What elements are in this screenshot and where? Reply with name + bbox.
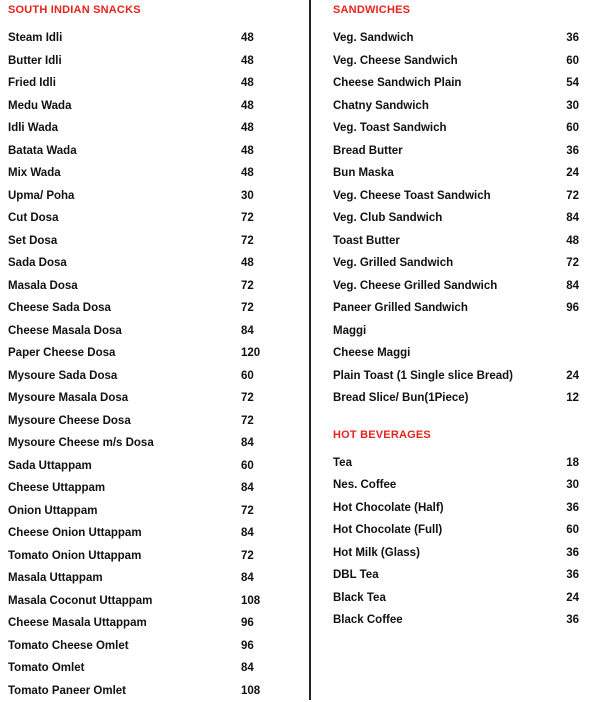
menu-item-price: 48 <box>241 27 254 50</box>
menu-item-name: Tea <box>333 452 352 475</box>
menu-item-price: 36 <box>566 609 579 632</box>
menu-item-price: 54 <box>566 72 579 95</box>
menu-item <box>8 455 308 478</box>
menu-item-name: Cheese Maggi <box>333 342 410 365</box>
menu-item-name: Tomato Omlet <box>8 657 84 680</box>
menu-item-name: Cheese Masala Uttappam <box>8 612 147 635</box>
menu-item <box>333 474 583 497</box>
menu-item <box>8 297 308 320</box>
menu-item <box>8 95 308 118</box>
menu-item <box>8 72 308 95</box>
menu-item <box>8 657 308 680</box>
menu-item-price: 60 <box>566 117 579 140</box>
menu-item-name: Cheese Sada Dosa <box>8 297 111 320</box>
menu-item-price: 30 <box>566 95 579 118</box>
menu-item <box>8 477 308 500</box>
menu-item <box>333 72 583 95</box>
menu-item-name: Veg. Grilled Sandwich <box>333 252 453 275</box>
menu-item-name: Medu Wada <box>8 95 71 118</box>
menu-item-name: Sada Uttappam <box>8 455 92 478</box>
menu-item <box>333 275 583 298</box>
menu-item <box>8 545 308 568</box>
menu-item-price: 72 <box>241 545 254 568</box>
menu-item-name: Set Dosa <box>8 230 57 253</box>
menu-item <box>333 452 583 475</box>
menu-item <box>8 342 308 365</box>
menu-item <box>8 680 308 702</box>
menu-item-price: 96 <box>566 297 579 320</box>
menu-item-name: Maggi <box>333 320 366 343</box>
menu-item-name: Tomato Cheese Omlet <box>8 635 129 658</box>
menu-item-name: Tomato Onion Uttappam <box>8 545 141 568</box>
menu-item-name: Sada Dosa <box>8 252 67 275</box>
menu-item-name: Mysoure Cheese m/s Dosa <box>8 432 154 455</box>
menu-item <box>8 207 308 230</box>
menu-item <box>8 252 308 275</box>
menu-item-name: Veg. Club Sandwich <box>333 207 442 230</box>
menu-item <box>8 140 308 163</box>
menu-item <box>333 387 583 410</box>
column-divider <box>309 0 311 700</box>
menu-item-name: Chatny Sandwich <box>333 95 429 118</box>
menu-item-name: DBL Tea <box>333 564 379 587</box>
menu-item-price: 84 <box>241 477 254 500</box>
hot-beverages-heading: HOT BEVERAGES <box>333 425 583 445</box>
menu-item-price: 48 <box>241 252 254 275</box>
menu-item-name: Idli Wada <box>8 117 58 140</box>
menu-item-price: 36 <box>566 140 579 163</box>
menu-item <box>8 117 308 140</box>
menu-item-price: 48 <box>241 72 254 95</box>
south-indian-list <box>8 27 308 702</box>
menu-item-price: 60 <box>241 365 254 388</box>
menu-item-name: Veg. Sandwich <box>333 27 414 50</box>
menu-item-price: 84 <box>241 432 254 455</box>
menu-item-price: 36 <box>566 564 579 587</box>
menu-item-price: 30 <box>566 474 579 497</box>
menu-item-price: 24 <box>566 587 579 610</box>
menu-item-name: Mysoure Sada Dosa <box>8 365 117 388</box>
menu-item-price: 72 <box>241 387 254 410</box>
menu-item-name: Black Coffee <box>333 609 403 632</box>
menu-item-name: Bread Butter <box>333 140 403 163</box>
menu-item-price: 84 <box>241 657 254 680</box>
menu-item <box>333 27 583 50</box>
menu-item <box>8 387 308 410</box>
menu-item-price: 48 <box>241 140 254 163</box>
menu-item <box>333 230 583 253</box>
menu-item-name: Masala Dosa <box>8 275 78 298</box>
menu-item-name: Toast Butter <box>333 230 400 253</box>
menu-item <box>8 410 308 433</box>
menu-item-price: 72 <box>241 297 254 320</box>
menu-item <box>8 365 308 388</box>
menu-item <box>8 522 308 545</box>
menu-item <box>8 500 308 523</box>
menu-item-price: 60 <box>241 455 254 478</box>
menu-item <box>333 50 583 73</box>
menu-item-name: Mysoure Masala Dosa <box>8 387 128 410</box>
menu-item <box>333 342 583 365</box>
menu-item-name: Masala Uttappam <box>8 567 103 590</box>
menu-item-name: Onion Uttappam <box>8 500 97 523</box>
menu-item-name: Black Tea <box>333 587 386 610</box>
menu-item <box>8 320 308 343</box>
menu-item-price: 18 <box>566 452 579 475</box>
menu-item-price: 48 <box>241 50 254 73</box>
south-indian-heading: SOUTH INDIAN SNACKS <box>8 0 308 20</box>
menu-item-name: Batata Wada <box>8 140 77 163</box>
menu-item-price: 60 <box>566 50 579 73</box>
menu-item-price: 84 <box>241 567 254 590</box>
menu-item <box>333 497 583 520</box>
menu-item-name: Bread Slice/ Bun(1Piece) <box>333 387 469 410</box>
menu-item-name: Nes. Coffee <box>333 474 396 497</box>
menu-item-name: Hot Chocolate (Half) <box>333 497 444 520</box>
menu-item <box>8 230 308 253</box>
menu-item-price: 72 <box>241 230 254 253</box>
menu-item-price: 96 <box>241 635 254 658</box>
menu-item <box>8 185 308 208</box>
menu-item-price: 36 <box>566 497 579 520</box>
menu-item <box>8 50 308 73</box>
menu-item <box>8 635 308 658</box>
menu-item <box>333 252 583 275</box>
menu-item <box>8 275 308 298</box>
menu-item-price: 48 <box>241 162 254 185</box>
menu-item <box>8 612 308 635</box>
sandwiches-list <box>333 27 583 410</box>
menu-item <box>8 590 308 613</box>
menu-item <box>333 320 583 343</box>
menu-item-price: 96 <box>241 612 254 635</box>
menu-item-name: Masala Coconut Uttappam <box>8 590 152 613</box>
menu-item <box>333 95 583 118</box>
menu-item <box>8 567 308 590</box>
menu-item-price: 72 <box>566 185 579 208</box>
menu-item <box>333 185 583 208</box>
menu-item-price: 24 <box>566 365 579 388</box>
south-indian-column <box>8 0 308 702</box>
menu-item-price: 36 <box>566 27 579 50</box>
menu-item <box>333 365 583 388</box>
menu-item-name: Bun Maska <box>333 162 394 185</box>
menu-item-name: Cheese Masala Dosa <box>8 320 122 343</box>
menu-item-name: Cheese Onion Uttappam <box>8 522 142 545</box>
menu-item <box>333 207 583 230</box>
hot-beverages-list <box>333 452 583 632</box>
menu-item-name: Mysoure Cheese Dosa <box>8 410 131 433</box>
menu-item <box>333 162 583 185</box>
menu-item-price: 72 <box>241 500 254 523</box>
menu-item-price: 84 <box>566 275 579 298</box>
menu-item-price: 48 <box>241 95 254 118</box>
menu-item-price: 72 <box>241 207 254 230</box>
menu-item-name: Mix Wada <box>8 162 61 185</box>
menu-item-price: 48 <box>566 230 579 253</box>
menu-item <box>8 432 308 455</box>
menu-item-name: Fried Idli <box>8 72 56 95</box>
hot-beverages-section <box>333 425 583 632</box>
menu-item-name: Cheese Sandwich Plain <box>333 72 461 95</box>
menu-item <box>8 27 308 50</box>
menu-item-name: Hot Chocolate (Full) <box>333 519 442 542</box>
menu-item <box>333 297 583 320</box>
menu-item-name: Plain Toast (1 Single slice Bread) <box>333 365 513 388</box>
menu-item <box>333 140 583 163</box>
menu-item-name: Veg. Cheese Grilled Sandwich <box>333 275 497 298</box>
menu-item-price: 84 <box>566 207 579 230</box>
menu-item-price: 72 <box>566 252 579 275</box>
menu-item <box>333 117 583 140</box>
menu-item-price: 30 <box>241 185 254 208</box>
menu-item-name: Paper Cheese Dosa <box>8 342 115 365</box>
menu-item-name: Cheese Uttappam <box>8 477 105 500</box>
menu-item-name: Cut Dosa <box>8 207 58 230</box>
menu-item-price: 108 <box>241 680 260 702</box>
menu-item-name: Veg. Toast Sandwich <box>333 117 447 140</box>
menu-item-price: 48 <box>241 117 254 140</box>
menu-item-price: 84 <box>241 320 254 343</box>
menu-item-price: 36 <box>566 542 579 565</box>
sandwiches-heading: SANDWICHES <box>333 0 583 20</box>
menu-item-price: 72 <box>241 275 254 298</box>
menu-item-price: 84 <box>241 522 254 545</box>
menu-item-name: Paneer Grilled Sandwich <box>333 297 468 320</box>
menu-item <box>333 587 583 610</box>
menu-item-name: Hot Milk (Glass) <box>333 542 420 565</box>
menu-item <box>333 519 583 542</box>
menu-item-price: 72 <box>241 410 254 433</box>
menu-item-price: 108 <box>241 590 260 613</box>
menu-item-name: Tomato Paneer Omlet <box>8 680 126 702</box>
menu-item-name: Veg. Cheese Sandwich <box>333 50 458 73</box>
menu-item <box>8 162 308 185</box>
menu-item <box>333 564 583 587</box>
menu-item-name: Steam Idli <box>8 27 62 50</box>
menu-item-name: Butter Idli <box>8 50 62 73</box>
right-column <box>333 0 583 632</box>
menu-item-price: 24 <box>566 162 579 185</box>
menu-item-price: 12 <box>566 387 579 410</box>
menu-item-price: 60 <box>566 519 579 542</box>
menu-item-name: Upma/ Poha <box>8 185 74 208</box>
menu-item-name: Veg. Cheese Toast Sandwich <box>333 185 491 208</box>
menu-item <box>333 542 583 565</box>
menu-item-price: 120 <box>241 342 260 365</box>
menu-item <box>333 609 583 632</box>
